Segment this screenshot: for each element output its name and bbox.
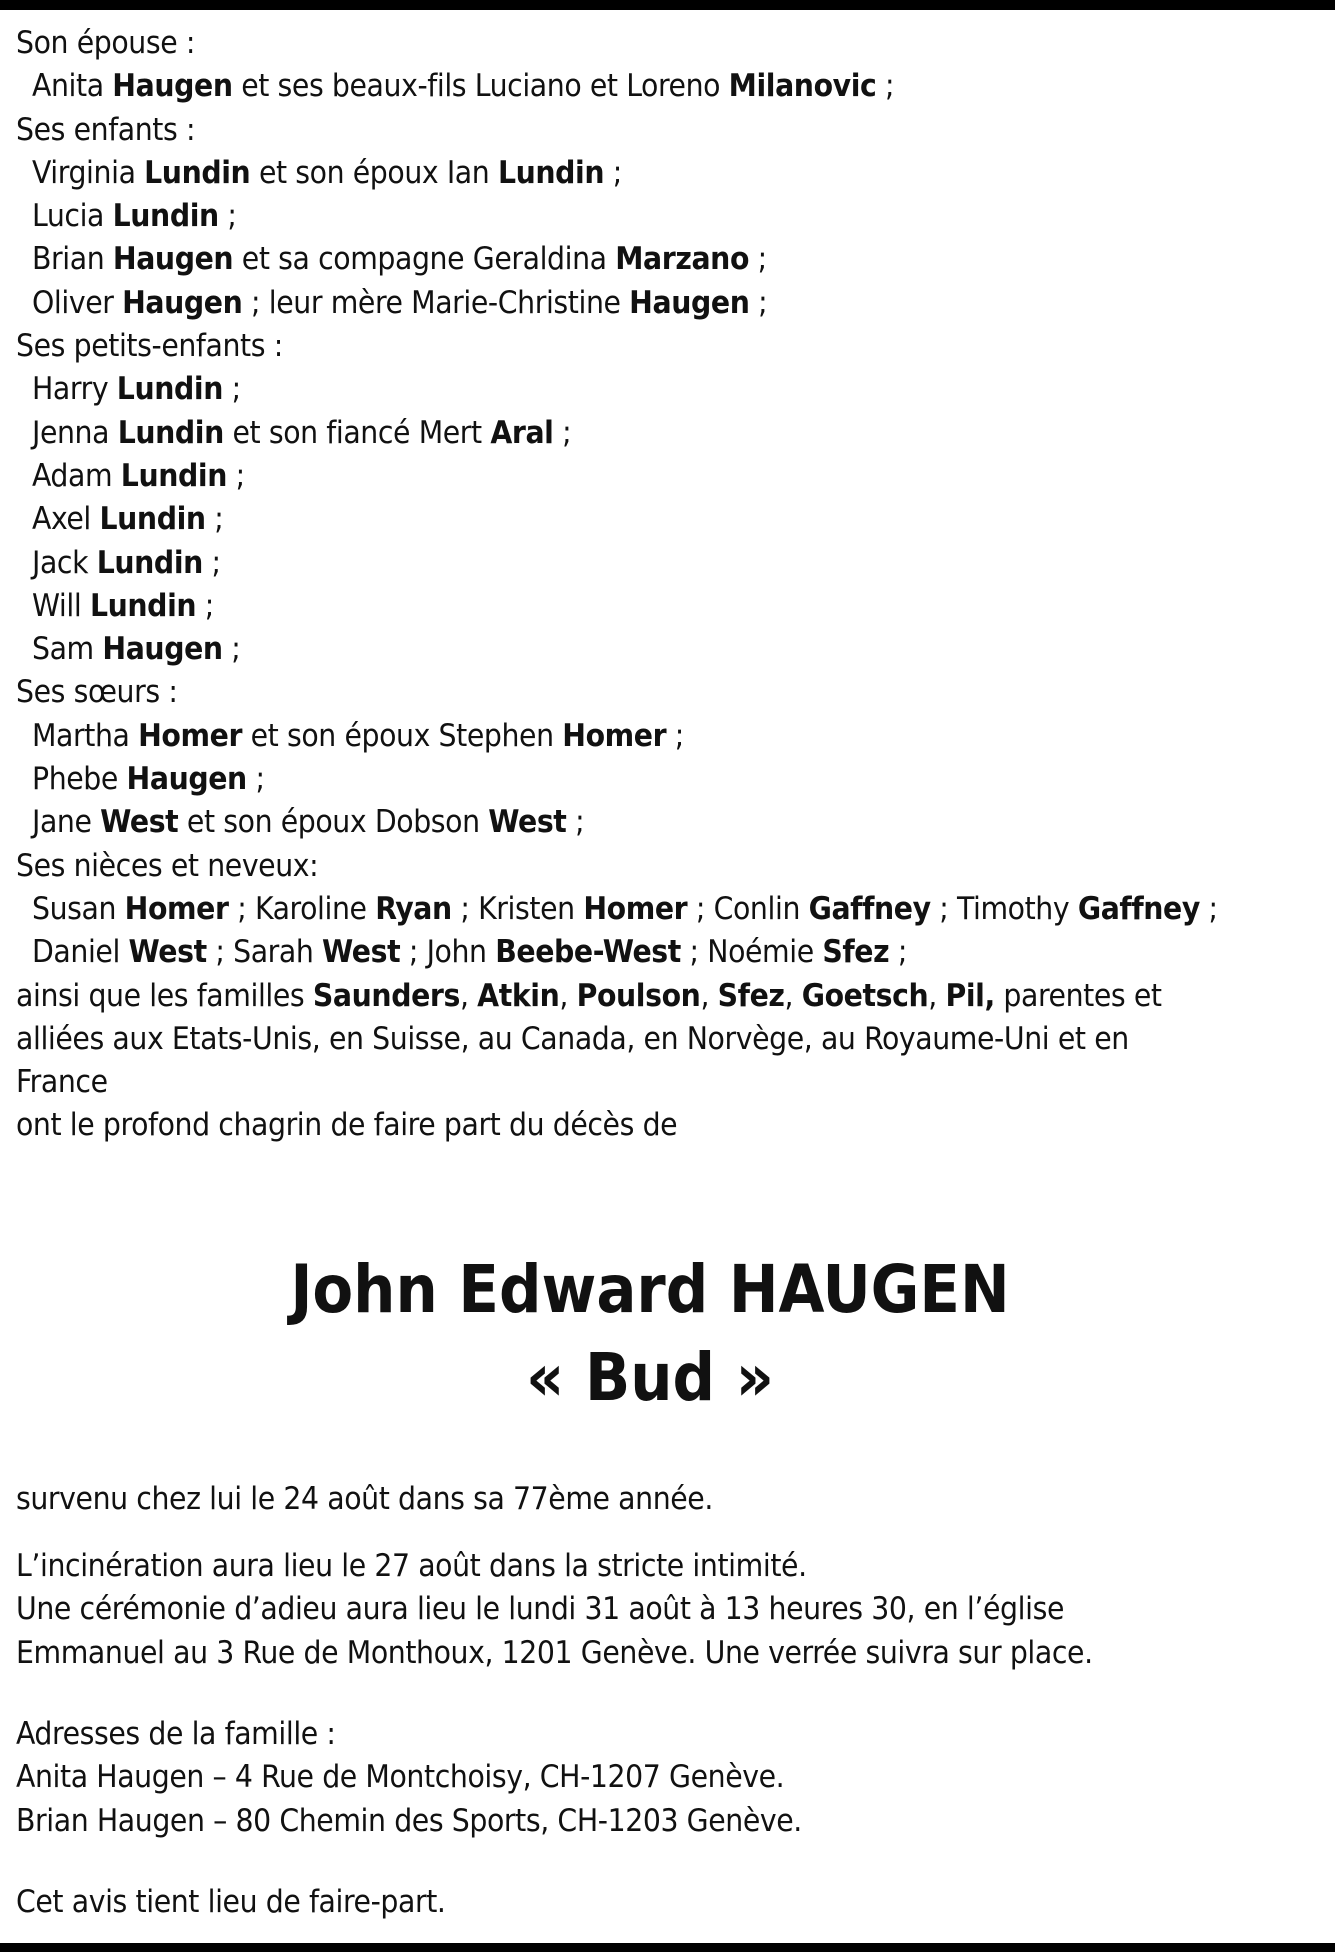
text-run: ; [604,154,622,191]
text-run: Jenna [32,414,118,451]
text-run: ; leur mère Marie-Christine [242,284,630,321]
text-run: ; Kristen [451,890,584,927]
sister-line [16,758,1316,801]
surname: Sfez [822,934,890,971]
families-paragraph [16,975,1316,1148]
text-run: et son époux Ian [250,154,498,191]
niece-line [16,888,1316,931]
text-run: Will [32,587,90,624]
spouse-line [16,65,1316,108]
surname: Lundin [144,154,251,191]
surname: Goetsch [801,977,929,1014]
surname: Lundin [96,544,203,581]
text-run: Anita [32,68,113,105]
grandchild-line [16,542,1316,585]
text-run: , [928,977,946,1014]
text-run: et ses beaux-fils Luciano et Loreno [232,68,729,105]
death-notice [16,22,1316,1924]
grandchild-line [16,585,1316,628]
surname: Saunders [312,977,460,1014]
child-line [16,282,1316,325]
text-run: ; John [400,934,496,971]
text-run: alliées aux Etats-Unis, en Suisse, au Canada, en Norvège, au Royaume-Uni et en [16,1020,1129,1057]
top-rule [0,0,1335,10]
surname: Marzano [615,241,750,278]
text-run: ainsi que les familles [16,977,313,1014]
surname: Homer [124,890,229,927]
surname: West [100,804,179,841]
child-line [16,152,1316,195]
text-run: Lucia [32,198,113,235]
text-run: ; [222,371,241,408]
ceremony-line: Une cérémonie d’adieu aura lieu le lundi 31 août à 13 heures 30, en l’église [16,1591,1064,1628]
text-run: ; Noémie [680,934,823,971]
text-run: et son époux Dobson [178,804,489,841]
text-run: ; [889,934,907,971]
sisters-list [16,715,1316,845]
text-run: , [700,977,718,1014]
text-run: ; Sarah [206,934,323,971]
closing-line: Cet avis tient lieu de faire-part. [16,1883,446,1920]
children-label: Ses enfants : [16,111,196,148]
grandchildren-list [16,368,1316,671]
text-run: ; [205,501,224,538]
surname: West [128,934,207,971]
surname: Haugen [112,68,233,105]
text-run: ; [1199,890,1218,927]
text-run: Martha [32,717,139,754]
surname: Homer [583,890,688,927]
surname: Sfez [717,977,785,1014]
grandchild-line [16,368,1316,411]
surname: Gaffney [808,890,931,927]
surname: Poulson [576,977,701,1014]
surname: Gaffney [1077,890,1200,927]
text-run: ; [749,241,767,278]
sister-line [16,715,1316,758]
surname: Beebe-West [495,934,681,971]
text-run: ; [246,761,265,798]
surname: Homer [138,717,243,754]
addresses-label: Adresses de la famille : [16,1715,336,1752]
text-run: et son époux Stephen [242,717,563,754]
deceased-nickname: « Bud » [525,1338,775,1416]
surname: Lundin [117,414,224,451]
surname: Pil, [945,977,995,1014]
grandchild-line [16,412,1316,455]
text-run: Susan [32,890,125,927]
text-run: et son fiancé Mert [223,414,491,451]
spouse-label: Son épouse : [16,25,195,61]
text-run: , [459,977,478,1014]
sisters-label: Ses sœurs : [16,674,178,711]
sister-line [16,801,1316,844]
text-run: parentes et [994,977,1162,1014]
text-run: ; [876,68,895,105]
text-run: ; [222,631,241,668]
text-run: ; [749,284,768,321]
text-run: Phebe [32,761,127,798]
text-run: Daniel [32,934,129,971]
nieces-label: Ses nièces et neveux: [16,847,319,884]
text-run: , [784,977,802,1014]
text-run: , [559,977,577,1014]
grandchild-line [16,628,1316,671]
text-run: ont le profond chagrin de faire part du décès de [16,1107,678,1144]
text-run: et sa compagne Geraldina [233,241,616,278]
deceased-name: John Edward HAUGEN [290,1250,1010,1328]
families-line [16,1104,1316,1147]
children-list [16,152,1316,325]
surname: Milanovic [728,68,877,105]
families-line [16,1018,1316,1061]
text-run: ; [202,544,221,581]
surname: Aral [490,414,554,451]
text-run: Jane [32,804,101,841]
surname: Ryan [375,890,452,927]
text-run: Harry [32,371,117,408]
surname: Lundin [89,587,197,624]
surname: West [488,804,567,841]
surname: Lundin [120,457,227,494]
text-run: France [16,1064,108,1101]
surname: Lundin [99,501,206,538]
ceremony-line: Emmanuel au 3 Rue de Monthoux, 1201 Genève. Une verrée suivra sur place. [16,1634,1093,1671]
address-line: Anita Haugen – 4 Rue de Montchoisy, CH-1207 Genève. [16,1759,785,1796]
text-run: ; [227,457,245,494]
niece-line [16,931,1316,974]
surname: Homer [562,717,667,754]
text-run: Virginia [32,154,145,191]
grandchild-line [16,498,1316,541]
surname: Lundin [497,154,605,191]
surname: Haugen [102,631,223,668]
text-run: Brian [32,241,113,278]
grandchildren-label: Ses petits-enfants : [16,328,283,365]
text-run: ; [566,804,585,841]
text-run: Axel [32,501,100,538]
addresses-list [16,1756,1316,1843]
surname: Haugen [126,761,247,798]
text-run: ; Timothy [930,890,1078,927]
surname: Lundin [116,371,223,408]
text-run: ; Conlin [687,890,809,927]
bottom-rule [0,1943,1335,1952]
address-line: Brian Haugen – 80 Chemin des Sports, CH-1203 Genève. [16,1802,802,1839]
text-run: ; [196,587,214,624]
ceremony-line: L’incinération aura lieu le 27 août dans la stricte intimité. [16,1548,807,1585]
text-run: ; [553,414,572,451]
surname: Haugen [112,241,234,278]
child-line [16,195,1316,238]
surname: Lundin [112,198,219,235]
surname: West [322,934,401,971]
passing-line: survenu chez lui le 24 août dans sa 77ème année. [16,1480,713,1517]
text-run: Sam [32,631,103,668]
surname: Haugen [629,284,750,321]
families-line [16,975,1316,1018]
text-run: Oliver [32,284,123,321]
text-run: Jack [32,544,97,581]
nieces-list [16,888,1316,975]
text-run: Adam [32,457,121,494]
child-line [16,238,1316,281]
surname: Haugen [122,284,243,321]
text-run: ; [218,198,237,235]
families-line [16,1061,1316,1104]
text-run: ; [666,717,684,754]
ceremony-paragraph [16,1545,1316,1675]
text-run: ; Karoline [228,890,376,927]
grandchild-line [16,455,1316,498]
surname: Atkin [477,977,560,1014]
